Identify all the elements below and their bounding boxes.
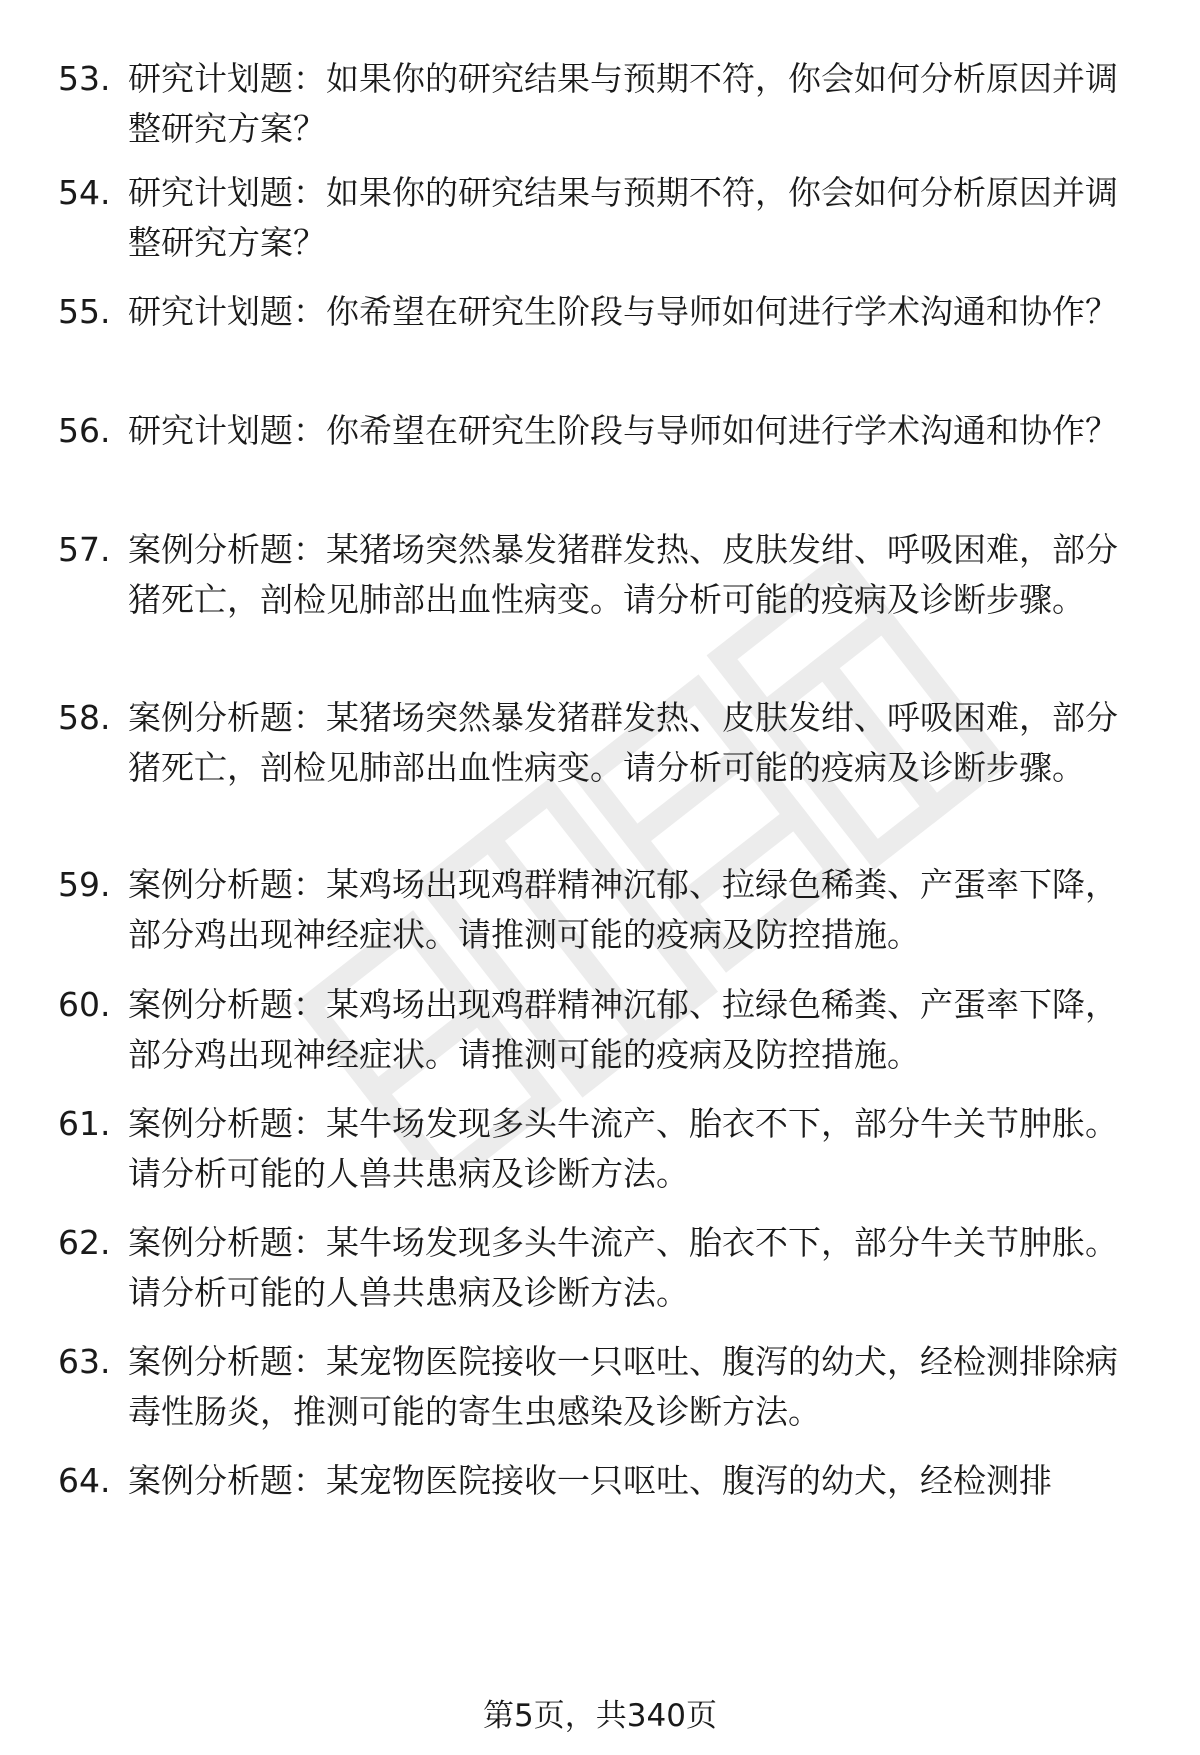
- question-text: 研究计划题：你希望在研究生阶段与导师如何进行学术沟通和协作？: [128, 411, 1118, 450]
- question-number: 55.: [58, 292, 111, 331]
- question-text: 案例分析题：某牛场发现多头牛流产、胎衣不下，部分牛关节肿胀。请分析可能的人兽共患病及诊断方法。: [128, 1104, 1118, 1193]
- question-text: 案例分析题：某宠物医院接收一只呕吐、腹泻的幼犬，经检测排: [128, 1461, 1052, 1500]
- question-text: 研究计划题：如果你的研究结果与预期不符，你会如何分析原因并调整研究方案？: [128, 173, 1118, 262]
- question-number: 59.: [58, 865, 111, 904]
- question-text: 研究计划题：你希望在研究生阶段与导师如何进行学术沟通和协作？: [128, 292, 1118, 331]
- question-text: 案例分析题：某鸡场出现鸡群精神沉郁、拉绿色稀粪、产蛋率下降，部分鸡出现神经症状。请推测可能的疫病及防控措施。: [128, 865, 1118, 954]
- question-number: 53.: [58, 59, 111, 98]
- question-number: 63.: [58, 1342, 111, 1381]
- question-text: 案例分析题：某猪场突然暴发猪群发热、皮肤发绀、呼吸困难，部分猪死亡，剖检见肺部出血性病变。请分析可能的疫病及诊断步骤。: [128, 698, 1118, 787]
- question-text: 案例分析题：某猪场突然暴发猪群发热、皮肤发绀、呼吸困难，部分猪死亡，剖检见肺部出血性病变。请分析可能的疫病及诊断步骤。: [128, 530, 1118, 619]
- question-text: 研究计划题：如果你的研究结果与预期不符，你会如何分析原因并调整研究方案？: [128, 59, 1118, 148]
- question-text: 案例分析题：某宠物医院接收一只呕吐、腹泻的幼犬，经检测排除病毒性肠炎，推测可能的寄生虫感染及诊断方法。: [128, 1342, 1118, 1431]
- question-number: 61.: [58, 1104, 111, 1143]
- question-number: 56.: [58, 411, 111, 450]
- page-footer: 第5页，共340页: [483, 1698, 717, 1734]
- question-number: 54.: [58, 173, 111, 212]
- question-number: 64.: [58, 1461, 111, 1500]
- question-number: 58.: [58, 698, 111, 737]
- question-number: 62.: [58, 1223, 111, 1262]
- question-number: 60.: [58, 985, 111, 1024]
- question-number: 57.: [58, 530, 111, 569]
- question-text: 案例分析题：某牛场发现多头牛流产、胎衣不下，部分牛关节肿胀。请分析可能的人兽共患病及诊断方法。: [128, 1223, 1118, 1312]
- question-text: 案例分析题：某鸡场出现鸡群精神沉郁、拉绿色稀粪、产蛋率下降，部分鸡出现神经症状。请推测可能的疫病及防控措施。: [128, 985, 1118, 1074]
